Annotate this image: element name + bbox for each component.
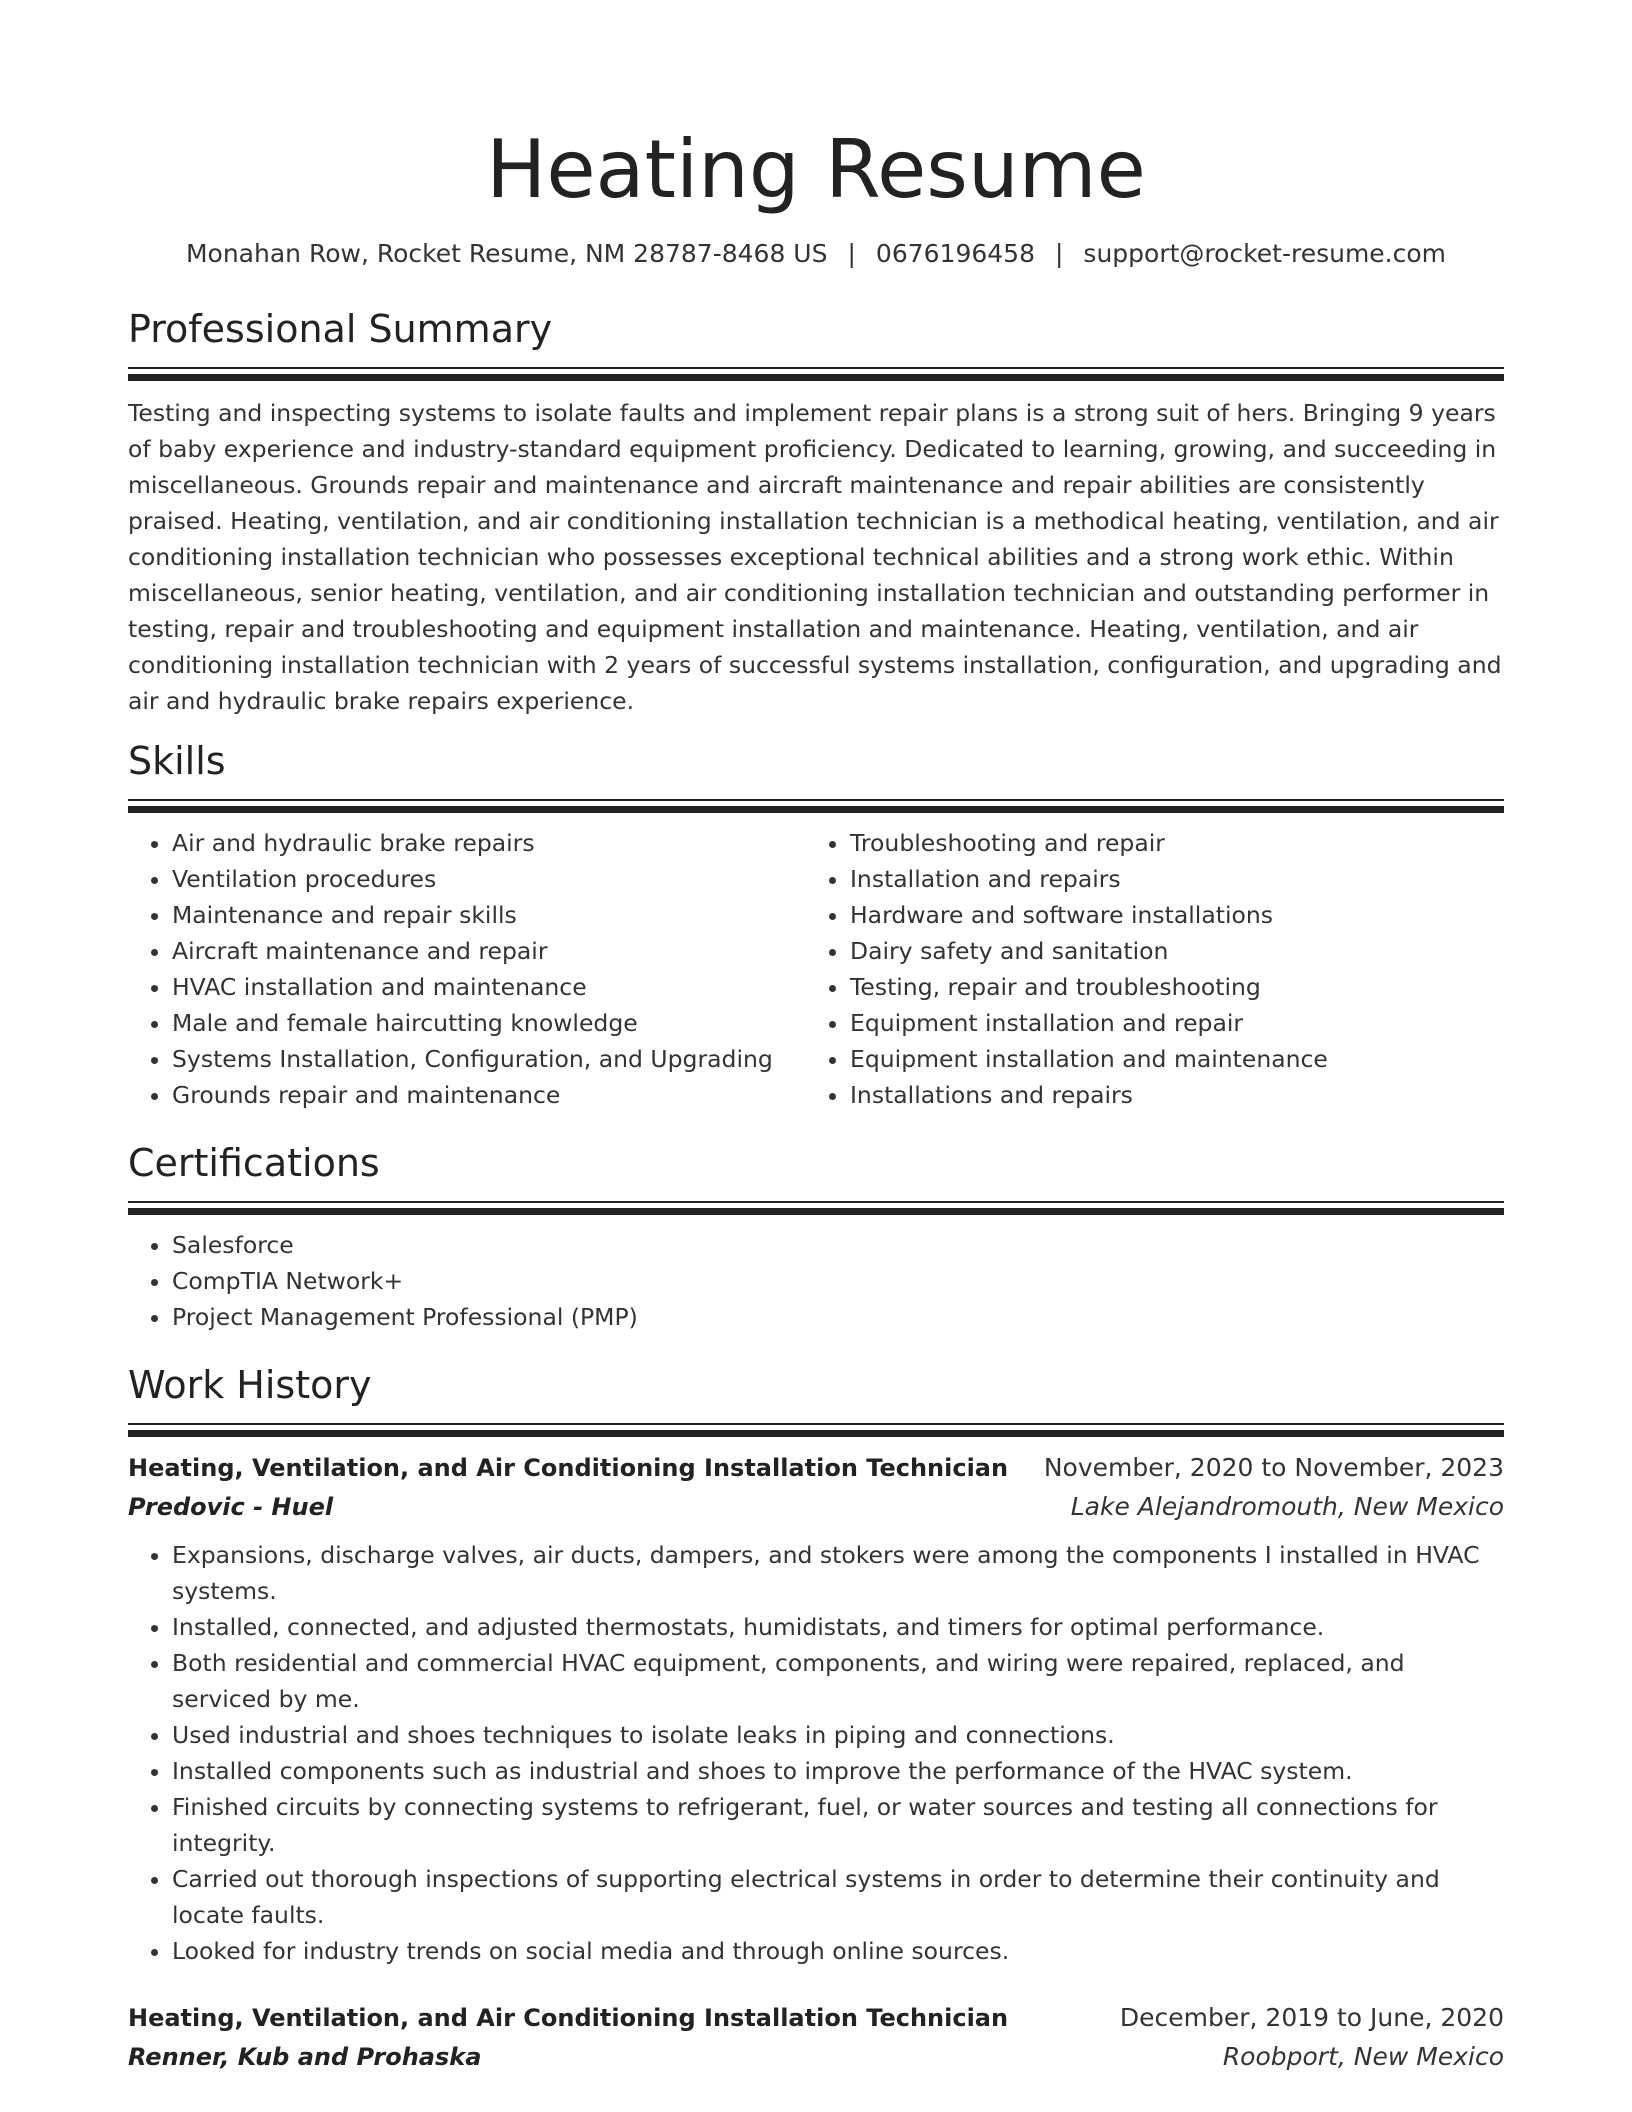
job-duty: • Carried out thorough inspections of supporting electrical systems in order to determine their continuity and locate faults. (172, 1861, 1504, 1933)
skill-item: • Systems Installation, Configuration, and Upgrading (172, 1041, 806, 1077)
job-duty: • Installed components such as industrial and shoes to improve the performance of the HVAC system. (172, 1753, 1504, 1789)
summary-text: Testing and inspecting systems to isolate faults and implement repair plans is a strong suit of hers. Bringing 9 years of baby experience and industry-standard equipment proficiency. Dedicated to learning, growing, and succeeding in miscellaneous. Grounds repair and maintenance and aircraft maintenance and repair abilities are consistently praised. Heating, ventilation, and air conditioning installation technician is a methodical heating, ventilation, and air conditioning installation technician who possesses exceptional technical abilities and a strong work ethic. Within miscellaneous, senior heating, ventilation, and air conditioning installation technician and outstanding performer in testing, repair and troubleshooting and equipment installation and maintenance. Heating, ventilation, and air conditioning installation technician with 2 years of successful systems installation, configuration, and upgrading and air and hydraulic brake repairs experience. (128, 399, 1502, 715)
job-dates: December, 2019 to June, 2020 (1119, 2002, 1504, 2032)
job-header (128, 1999, 1504, 2037)
job-title: Heating, Ventilation, and Air Conditioning Installation Technician (128, 1453, 1009, 1482)
section-title-summary: Professional Summary (128, 307, 553, 351)
skill-item: • Aircraft maintenance and repair (172, 933, 806, 969)
job-duty: • Expansions, discharge valves, air ducts, dampers, and stokers were among the components I installed in HVAC systems. (172, 1537, 1504, 1609)
section-divider (128, 367, 1504, 381)
contact-email: support@rocket-resume.com (1083, 239, 1447, 268)
skill-item: • Installation and repairs (850, 861, 1550, 897)
contact-separator: | (1054, 239, 1064, 268)
skill-item: • Equipment installation and repair (850, 1005, 1550, 1041)
certifications-list (128, 1227, 1504, 1335)
job-duties-list (128, 1537, 1504, 1969)
contact-address: Monahan Row, Rocket Resume, NM 28787-8468 US (185, 239, 828, 268)
job-entry (128, 1999, 1504, 2077)
skills-section (128, 737, 1504, 1113)
job-duty: • Finished circuits by connecting systems to refrigerant, fuel, or water sources and testing all connections for integrity. (172, 1789, 1504, 1861)
job-company: Predovic - Huel (128, 1492, 334, 1521)
skill-item: • Dairy safety and sanitation (850, 933, 1550, 969)
resume-page (128, 0, 1504, 2077)
job-subheader (128, 1487, 1504, 1527)
job-company: Renner, Kub and Prohaska (128, 2042, 482, 2071)
skill-item: • Ventilation procedures (172, 861, 806, 897)
skills-columns (128, 825, 1504, 1113)
section-title-skills: Skills (128, 738, 226, 783)
resume-name: Heating Resume (486, 123, 1146, 216)
skills-list-left (128, 825, 806, 1113)
skill-item: • Male and female haircutting knowledge (172, 1005, 806, 1041)
section-divider (128, 799, 1504, 813)
job-duty: • Used industrial and shoes techniques to isolate leaks in piping and connections. (172, 1717, 1504, 1753)
job-dates: November, 2020 to November, 2023 (1043, 1452, 1504, 1482)
contact-separator: | (847, 239, 856, 268)
contact-phone: 0676196458 (875, 239, 1035, 268)
skill-item: • Troubleshooting and repair (850, 825, 1550, 861)
certification-item: • Salesforce (172, 1227, 1504, 1263)
certification-item: • CompTIA Network+ (172, 1263, 1504, 1299)
job-header (128, 1449, 1504, 1487)
skill-item: • Equipment installation and maintenance (850, 1041, 1550, 1077)
skill-item: • Maintenance and repair skills (172, 897, 806, 933)
skills-list-right (806, 825, 1550, 1113)
skill-item: • Hardware and software installations (850, 897, 1550, 933)
section-title-certifications: Certifications (128, 1140, 380, 1185)
certifications-section (128, 1139, 1504, 1335)
skill-item: • Grounds repair and maintenance (172, 1077, 806, 1113)
job-entry (128, 1449, 1504, 1969)
section-title-work-history: Work History (128, 1362, 372, 1407)
skill-item: • Installations and repairs (850, 1077, 1550, 1113)
job-location: Lake Alejandromouth, New Mexico (1070, 1491, 1504, 1521)
work-history-section (128, 1361, 1504, 2077)
job-subheader (128, 2037, 1504, 2077)
job-duty: • Installed, connected, and adjusted thermostats, humidistats, and timers for optimal performance. (172, 1609, 1504, 1645)
summary-section (128, 305, 1504, 719)
section-divider (128, 1423, 1504, 1437)
job-duty: • Looked for industry trends on social media and through online sources. (172, 1933, 1504, 1969)
skill-item: • HVAC installation and maintenance (172, 969, 806, 1005)
job-location: Roobport, New Mexico (1222, 2041, 1504, 2071)
skill-item: • Air and hydraulic brake repairs (172, 825, 806, 861)
job-duty: • Both residential and commercial HVAC equipment, components, and wiring were repaired, replaced, and serviced by me. (172, 1645, 1504, 1717)
job-title: Heating, Ventilation, and Air Conditioning Installation Technician (128, 2003, 1009, 2032)
section-divider (128, 1201, 1504, 1215)
contact-line (128, 236, 1504, 272)
skill-item: • Testing, repair and troubleshooting (850, 969, 1550, 1005)
certification-item: • Project Management Professional (PMP) (172, 1299, 1504, 1335)
